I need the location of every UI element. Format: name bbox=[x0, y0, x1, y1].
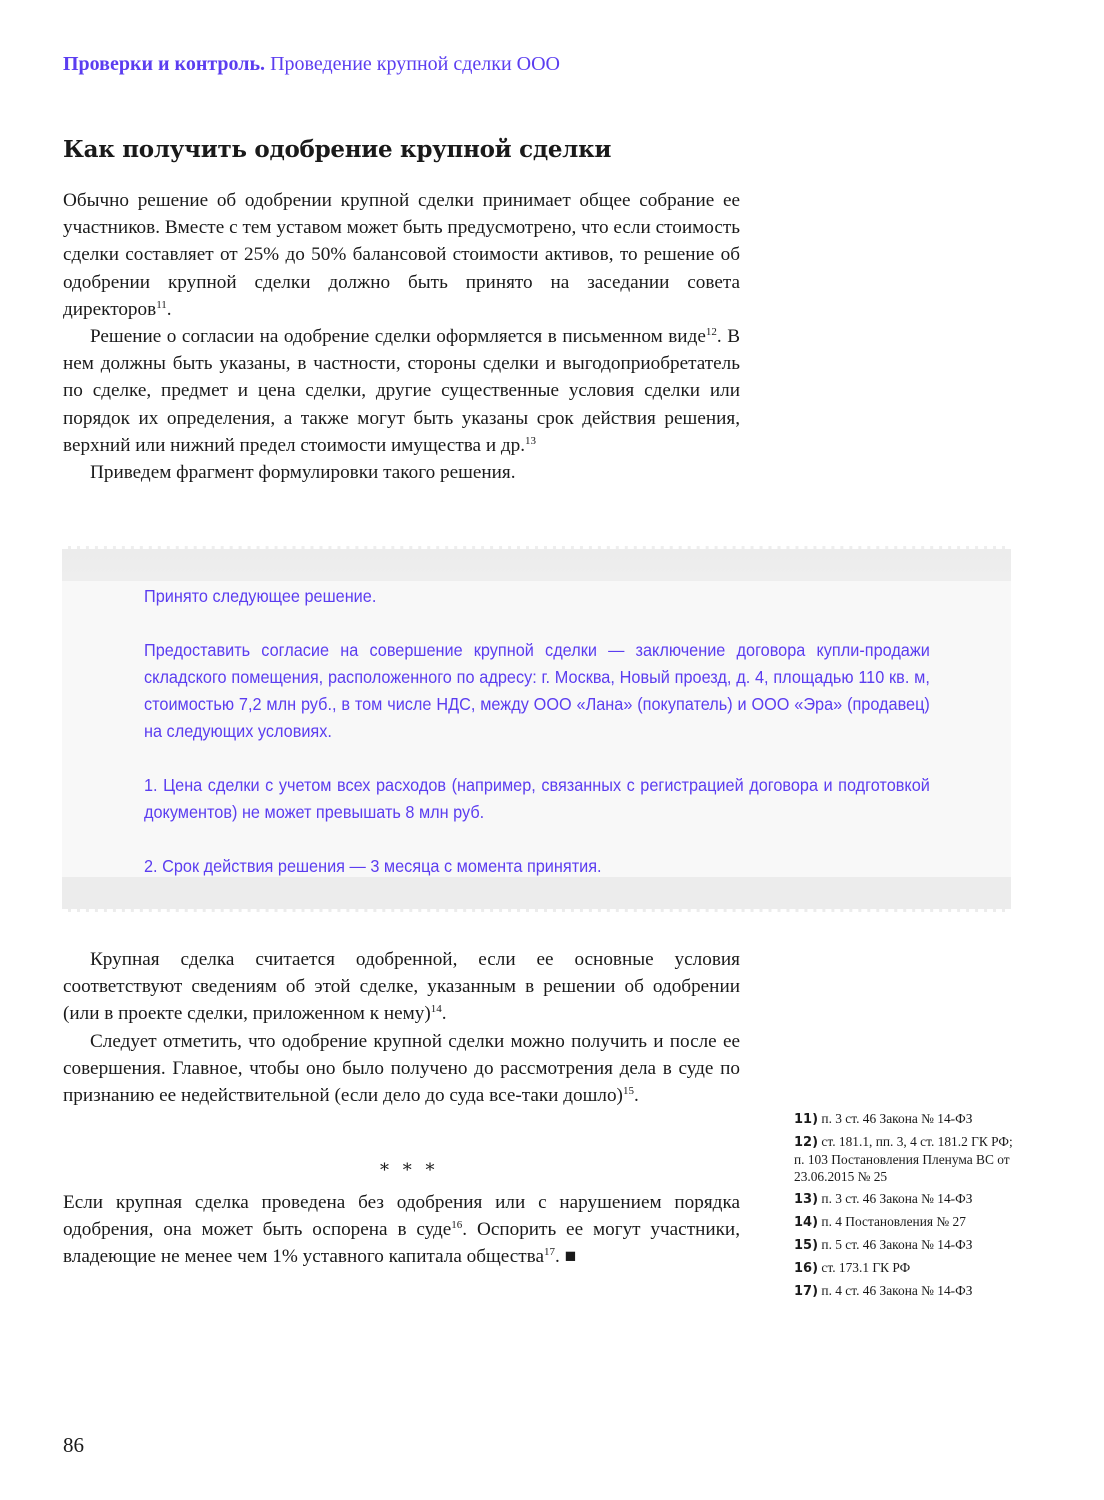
paragraph-text: Если крупная сделка проведена без одобрения или с нарушением порядка одобрения, она может быть оспорена в суде bbox=[63, 1192, 740, 1241]
section-separator: * * * bbox=[380, 1160, 439, 1181]
paragraph bbox=[63, 1189, 740, 1271]
paragraph-text: Приведем фрагмент формулировки такого решения. bbox=[90, 462, 516, 484]
paragraph-text: . Оспорить ее могут участники, владеющие не менее чем 1% уставного капитала общества bbox=[63, 1219, 740, 1268]
running-header bbox=[63, 53, 560, 76]
punct: . bbox=[166, 298, 172, 320]
footnote-ref: 11 bbox=[156, 298, 167, 311]
paragraph-text: . В нем должны быть указаны, в частности, стороны сделки и выгодоприобретатель по сделке, предмет и цена сделки, другие существенные условия сделки или порядок их определения, а также могут быть указаны срок действия решения, верхний или нижний предел стоимости имущества и др. bbox=[63, 326, 740, 456]
footnote-number: 16) bbox=[794, 1261, 819, 1276]
paragraph bbox=[63, 459, 740, 486]
header-section: Проверки и контроль. bbox=[63, 53, 266, 75]
footnote-number: 17) bbox=[794, 1284, 819, 1299]
footnote-text: п. 4 ст. 46 Закона № 14-ФЗ bbox=[821, 1283, 973, 1298]
paragraph bbox=[63, 1028, 740, 1110]
paragraph-text: Крупная сделка считается одобренной, если ее основные условия соответствуют сведениям об этой сделке, указанным в решении об одобрении (или в проекте сделки, приложенном к нему) bbox=[63, 949, 740, 1025]
footnote bbox=[794, 1110, 1024, 1128]
footnote bbox=[794, 1133, 1024, 1185]
footnote-text: ст. 181.1, пп. 3, 4 ст. 181.2 ГК РФ; п. 103 Постановления Пленума ВС от 23.06.2015 № 25 bbox=[794, 1134, 1013, 1184]
paragraph bbox=[63, 323, 740, 459]
decision-example-box bbox=[62, 546, 1011, 912]
decision-text bbox=[144, 583, 930, 907]
box-top-band bbox=[62, 546, 1011, 581]
box-bottom-band bbox=[62, 877, 1011, 912]
intro-text bbox=[63, 187, 740, 486]
footnote-number: 12) bbox=[794, 1135, 819, 1150]
footnote bbox=[794, 1282, 1024, 1300]
footnote-number: 14) bbox=[794, 1215, 819, 1230]
box-paragraph: 1. Цена сделки с учетом всех расходов (например, связанных с регистрацией договора и подготовкой документов) не может превышать 8 млн руб. bbox=[144, 775, 930, 822]
footnotes bbox=[794, 1110, 1024, 1305]
header-title: Проведение крупной сделки ООО bbox=[270, 53, 561, 75]
footnote-text: п. 5 ст. 46 Закона № 14-ФЗ bbox=[821, 1237, 973, 1252]
end-mark: . ■ bbox=[555, 1246, 577, 1268]
page-number: 86 bbox=[63, 1433, 84, 1457]
footnote-text: п. 4 Постановления № 27 bbox=[821, 1214, 966, 1229]
footnote-ref: 12 bbox=[705, 326, 717, 339]
paragraph-text: Обычно решение об одобрении крупной сделки принимает общее собрание ее участников. Вместе с тем уставом может быть предусмотрено, что если стоимость сделки составляет от 25% до 50% балансовой стоимости активов, то решение об одобрении крупной сделки должно быть принято на заседании совета директоров bbox=[63, 190, 740, 320]
paragraph-text: Следует отметить, что одобрение крупной сделки можно получить и после ее совершения. Главное, чтобы оно было получено до рассмотрения дела в суде по признанию ее недействительной (если дело до суда все-таки дошло) bbox=[63, 1030, 740, 1107]
footnote-number: 11) bbox=[794, 1112, 819, 1127]
section-heading: Как получить одобрение крупной сделки bbox=[63, 136, 612, 163]
footnote-ref: 17 bbox=[544, 1246, 556, 1259]
footnote bbox=[794, 1213, 1024, 1231]
after-text bbox=[63, 946, 740, 1109]
box-paragraph: Предоставить согласие на совершение крупной сделки — заключение договора купли-продажи складского помещения, расположенного по адресу: г. Москва, Новый проезд, д. 4, площадью 110 кв. м, стоимостью 7,2 млн руб., в том числе НДС, между ООО «Лана» (покупатель) и ООО «Эра» (продавец) на следующих условиях. bbox=[144, 640, 930, 741]
footnote-ref: 14 bbox=[430, 1003, 442, 1016]
box-paragraph: Принято следующее решение. bbox=[144, 586, 377, 606]
footnote bbox=[794, 1236, 1024, 1254]
footnote bbox=[794, 1259, 1024, 1277]
footnote-text: п. 3 ст. 46 Закона № 14-ФЗ bbox=[821, 1191, 973, 1206]
footnote-ref: 15 bbox=[622, 1085, 634, 1098]
footnote-ref: 16 bbox=[451, 1219, 463, 1232]
final-text bbox=[63, 1189, 740, 1271]
footnote-ref: 13 bbox=[525, 434, 537, 447]
footnote-text: п. 3 ст. 46 Закона № 14-ФЗ bbox=[821, 1111, 973, 1126]
punct: . bbox=[441, 1003, 447, 1025]
footnote bbox=[794, 1190, 1024, 1208]
paragraph bbox=[63, 187, 740, 323]
footnote-number: 15) bbox=[794, 1238, 819, 1253]
paragraph-text: Решение о согласии на одобрение сделки оформляется в письменном виде bbox=[90, 326, 706, 348]
footnote-number: 13) bbox=[794, 1192, 819, 1207]
footnote-text: ст. 173.1 ГК РФ bbox=[821, 1260, 911, 1275]
paragraph bbox=[63, 946, 740, 1028]
punct: . bbox=[633, 1085, 639, 1107]
box-paragraph: 2. Срок действия решения — 3 месяца с момента принятия. bbox=[144, 856, 602, 876]
